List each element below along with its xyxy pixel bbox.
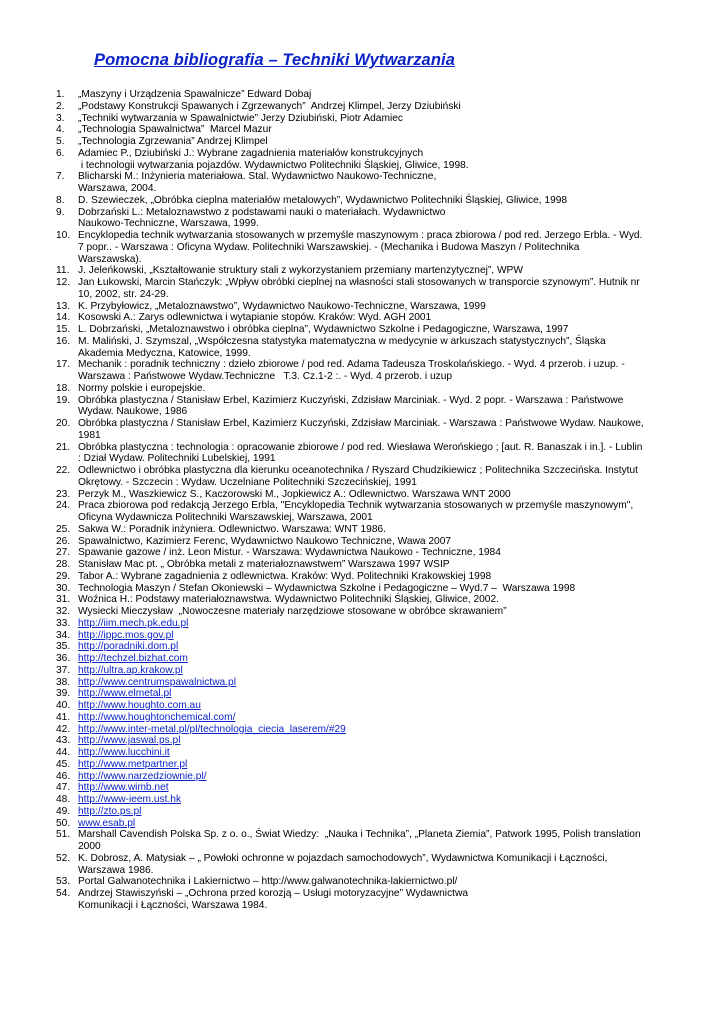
bibliography-item xyxy=(0,113,724,125)
item-number: 45. xyxy=(56,758,71,770)
bibliography-link-item[interactable] xyxy=(0,794,724,806)
bibliography-item xyxy=(0,207,724,231)
item-number: 18. xyxy=(56,382,71,394)
item-link[interactable] xyxy=(78,806,692,818)
bibliography-link-item[interactable] xyxy=(0,688,724,700)
bibliography-item xyxy=(0,524,724,536)
item-line: Warszawa 1986. xyxy=(78,864,154,876)
item-link[interactable] xyxy=(78,630,692,642)
bibliography-item xyxy=(0,547,724,559)
bibliography-item xyxy=(0,583,724,595)
item-line: 2000 xyxy=(78,841,101,852)
item-text xyxy=(78,500,692,524)
item-line: Portal Galwanotechnika i Lakiernictwo – http://www.galwanotechnika-lakiernictwo.pl/ xyxy=(78,876,458,888)
item-number: 15. xyxy=(56,324,71,335)
item-number: 30. xyxy=(56,582,71,594)
item-number: 8. xyxy=(56,194,65,206)
item-text xyxy=(78,876,692,888)
item-number: 25. xyxy=(56,523,71,535)
item-line: Encyklopedia technik wytwarzania stosowanych w przemyśle maszynowym : praca zbiorowa / pod red. Jerzego Erbla. - Wyd. xyxy=(78,230,643,241)
item-text xyxy=(78,324,692,336)
item-line: Andrzej Stawiszyński – „Ochrona przed korozją – Usługi motoryzacyjne” Wydawnictwa xyxy=(78,888,469,899)
item-line: Mechanik : poradnik techniczny : dzieło zbiorowe / pod red. Adama Tadeusza Troskolańskiego. - Wyd. 4 przerob. i uzup. - xyxy=(78,359,625,371)
item-line: K. Dobrosz, A. Matysiak – „ Powłoki ochronne w pojazdach samochodowych”, Wydawnictwa Komunikacji i Łączności, xyxy=(78,852,608,864)
bibliography-item xyxy=(0,888,724,912)
bibliography-link-item[interactable] xyxy=(0,771,724,783)
item-link[interactable] xyxy=(78,677,692,689)
bibliography-item xyxy=(0,265,724,277)
item-line: Wydaw. Naukowe, 1986 xyxy=(78,406,188,418)
bibliography-link-item[interactable] xyxy=(0,618,724,630)
item-line: Wysiecki Mieczysław „Nowoczesne materiały narzędziowe stosowane w obróbce skrawaniem” xyxy=(78,606,507,617)
bibliography-item xyxy=(0,171,724,195)
item-line[interactable]: http://iim.mech.pk.edu.pl xyxy=(78,617,189,629)
item-number: 31. xyxy=(56,594,71,606)
item-text xyxy=(78,383,692,395)
bibliography-link-item[interactable] xyxy=(0,630,724,642)
item-number: 4. xyxy=(56,124,65,136)
item-text xyxy=(78,148,692,172)
item-number: 13. xyxy=(56,300,71,312)
item-line[interactable]: http://www-ieem.ust.hk xyxy=(78,794,182,805)
item-line: Okrętowy. - Szczecin : Wydaw. Uczelniane Politechniki Szczecińskiej, 1991 xyxy=(78,476,417,488)
item-number: 19. xyxy=(56,394,71,406)
item-number: 39. xyxy=(56,688,71,700)
item-number: 5. xyxy=(56,136,65,147)
bibliography-item xyxy=(0,853,724,877)
item-link[interactable] xyxy=(78,688,692,700)
item-line[interactable]: http://www.centrumspawalnictwa.pl xyxy=(78,676,236,688)
item-link[interactable] xyxy=(78,794,692,806)
item-text xyxy=(78,113,692,125)
item-line[interactable]: http://www.metpartner.pl xyxy=(78,758,188,770)
bibliography-item xyxy=(0,136,724,148)
item-text xyxy=(78,571,692,583)
item-line: Kosowski A.: Zarys odlewnictwa i wytapianie stopów. Kraków: Wyd. AGH 2001 xyxy=(78,312,432,324)
item-text xyxy=(78,583,692,595)
bibliography-item xyxy=(0,301,724,313)
item-line: 1981 xyxy=(78,429,101,441)
item-text xyxy=(78,265,692,277)
item-link[interactable] xyxy=(78,641,692,653)
item-number: 14. xyxy=(56,312,71,324)
item-number: 1. xyxy=(56,89,65,100)
item-text xyxy=(78,301,692,313)
item-number: 7. xyxy=(56,171,65,183)
item-number: 10. xyxy=(56,230,71,241)
item-text xyxy=(78,888,692,912)
bibliography-item xyxy=(0,571,724,583)
item-number: 51. xyxy=(56,829,71,841)
item-line[interactable]: http://www.jaswal.ps.pl xyxy=(78,735,181,747)
item-link[interactable] xyxy=(78,724,692,736)
item-text xyxy=(78,536,692,548)
item-number: 50. xyxy=(56,817,71,829)
bibliography-link-item[interactable] xyxy=(0,735,724,747)
item-line: Tabor A.: Wybrane zagadnienia z odlewnictwa. Kraków: Wyd. Politechniki Krakowskiej 1998 xyxy=(78,570,492,582)
item-line: Warszawska). xyxy=(78,253,142,265)
bibliography-item xyxy=(0,395,724,419)
item-number: 33. xyxy=(56,617,71,629)
bibliography-item xyxy=(0,383,724,395)
item-text xyxy=(78,559,692,571)
bibliography-item xyxy=(0,230,724,265)
item-line: i technologii wytwarzania pojazdów. Wydawnictwo Politechniki Śląskiej, Gliwice, 1998. xyxy=(78,159,469,171)
item-line: Obróbka plastyczna / Stanisław Erbel, Kazimierz Kuczyński, Zdzisław Marciniak. - Wyd. 2 popr. - Warszawa : Państwowe xyxy=(78,394,624,406)
item-text xyxy=(78,359,692,383)
item-link[interactable] xyxy=(78,771,692,783)
item-number: 42. xyxy=(56,723,71,735)
bibliography-item xyxy=(0,195,724,207)
bibliography-item xyxy=(0,101,724,113)
item-number: 29. xyxy=(56,570,71,582)
item-line: Obróbka plastyczna / Stanisław Erbel, Kazimierz Kuczyński, Zdzisław Marciniak. - Warszawa : Państwowe Wydaw. Naukowe, xyxy=(78,418,644,429)
item-line: Warszawa, 2004. xyxy=(78,183,157,194)
item-number: 26. xyxy=(56,535,71,547)
item-line: Perzyk M., Waszkiewicz S., Kaczorowski M., Jopkiewicz A.: Odlewnictwo. Warszawa WNT 2000 xyxy=(78,488,511,500)
bibliography-item xyxy=(0,324,724,336)
bibliography-list xyxy=(0,89,724,912)
item-text xyxy=(78,336,692,360)
item-number: 27. xyxy=(56,547,71,559)
item-number: 28. xyxy=(56,559,71,570)
item-line: Marshall Cavendish Polska Sp. z o. o., Świat Wiedzy: „Nauka i Technika”, „Planeta Ziemia”, Patwork 1995, Polish translation xyxy=(78,829,641,841)
bibliography-link-item[interactable] xyxy=(0,724,724,736)
item-line[interactable]: http://ippc.mos.gov.pl xyxy=(78,629,174,641)
bibliography-link-item[interactable] xyxy=(0,665,724,677)
item-number: 49. xyxy=(56,805,71,817)
item-link[interactable] xyxy=(78,782,692,794)
bibliography-link-item[interactable] xyxy=(0,653,724,665)
item-line[interactable]: http://www.wimb.net xyxy=(78,782,169,794)
bibliography-item xyxy=(0,876,724,888)
item-number: 32. xyxy=(56,606,71,617)
bibliography-link-item[interactable] xyxy=(0,677,724,689)
item-text xyxy=(78,606,692,618)
bibliography-link-item[interactable] xyxy=(0,759,724,771)
bibliography-link-item[interactable] xyxy=(0,747,724,759)
item-line: Woźnica H.: Podstawy materiałoznawstwa. Wydawnictwo Politechniki Śląskiej, Gliwice, 2002. xyxy=(78,594,499,606)
item-text xyxy=(78,89,692,101)
item-line: Akademia Medyczna, Katowice, 1999. xyxy=(78,347,251,359)
item-number: 38. xyxy=(56,676,71,688)
item-line: Technologia Maszyn / Stefan Okoniewski – Wydawnictwa Szkolne i Pedagogiczne – Wyd.7 – Warszawa 1998 xyxy=(78,582,576,594)
item-line: Blicharski M.: Inżynieria materiałowa. Stal. Wydawnictwo Naukowo-Techniczne, xyxy=(78,171,437,183)
item-link[interactable] xyxy=(78,818,692,830)
item-line[interactable]: http://ultra.ap.krakow.pl xyxy=(78,664,183,676)
item-line: Oficyna Wydawnicza Politechniki Warszawskiej, Warszawa, 2001 xyxy=(78,512,373,523)
bibliography-item xyxy=(0,336,724,360)
item-number: 44. xyxy=(56,747,71,758)
item-number: 48. xyxy=(56,794,71,805)
item-number: 35. xyxy=(56,641,71,653)
item-number: 11. xyxy=(56,265,70,277)
item-line: Spawalnictwo, Kazimierz Ferenc, Wydawnictwo Naukowo Techniczne, Wawa 2007 xyxy=(78,535,452,547)
item-text xyxy=(78,853,692,877)
item-line[interactable]: http://www.houghto.com.au xyxy=(78,700,201,711)
item-line: D. Szewieczek, „Obróbka cieplna materiałów metalowych”, Wydawnictwo Politechniki Śląskiej, Gliwice, 1998 xyxy=(78,194,568,206)
item-link[interactable] xyxy=(78,712,692,724)
item-line: : Dział Wydaw. Politechniki Lubelskiej, 1991 xyxy=(78,453,276,465)
item-line: Adamiec P., Dziubiński J.: Wybrane zagadnienia materiałów konstrukcyjnych xyxy=(78,147,424,159)
item-line[interactable]: http://www.lucchini.it xyxy=(78,747,170,758)
item-number: 36. xyxy=(56,653,71,664)
item-text xyxy=(78,171,692,195)
bibliography-link-item[interactable] xyxy=(0,641,724,653)
item-text xyxy=(78,195,692,207)
item-line: Spawanie gazowe / inż. Leon Mistur. - Warszawa: Wydawnictwa Naukowo - Techniczne, 1984 xyxy=(78,547,501,559)
item-link[interactable] xyxy=(78,665,692,677)
item-number: 52. xyxy=(56,852,71,864)
item-number: 37. xyxy=(56,664,71,676)
item-text xyxy=(78,124,692,136)
item-line: Warszawa : Państwowe Wydaw.Techniczne T.3. Cz.1-2 :. - Wyd. 4 przerob. i uzup xyxy=(78,371,453,382)
item-line: J. Jeleńkowski, „Kształtowanie struktury stali z wykorzystaniem przemiany martenzytycznej”, WPW xyxy=(78,265,523,277)
item-number: 40. xyxy=(56,700,71,711)
bibliography-item xyxy=(0,559,724,571)
bibliography-item xyxy=(0,89,724,101)
item-number: 21. xyxy=(56,441,71,453)
bibliography-item xyxy=(0,500,724,524)
item-text xyxy=(78,465,692,489)
bibliography-item xyxy=(0,489,724,501)
item-number: 22. xyxy=(56,465,71,476)
item-text xyxy=(78,312,692,324)
item-link[interactable] xyxy=(78,747,692,759)
item-text xyxy=(78,230,692,265)
item-line[interactable]: http://www.houghtonchemical.com/ xyxy=(78,711,236,723)
item-number: 16. xyxy=(56,335,71,347)
item-number: 54. xyxy=(56,888,71,899)
item-line[interactable]: http://poradniki.dom.pl xyxy=(78,641,179,653)
item-number: 24. xyxy=(56,500,71,512)
item-line: Jan Łukowski, Marcin Stańczyk: „Wpływ obróbki cieplnej na własności stali stosowanych w transporcie szynowym”. Hutnik nr xyxy=(78,277,640,288)
item-line: Praca zbiorowa pod redakcją Jerzego Erbla, "Encyklopedia Technik wytwarzania stosowanych w przemyśle maszynowym", xyxy=(78,500,634,512)
bibliography-link-item[interactable] xyxy=(0,806,724,818)
item-line: L. Dobrzański, „Metaloznawstwo i obróbka cieplna”, Wydawnictwo Szkolne i Pedagogiczne, Warszawa, 1997 xyxy=(78,324,569,335)
item-line[interactable]: http://www.elmetal.pl xyxy=(78,688,172,700)
bibliography-item xyxy=(0,359,724,383)
bibliography-link-item[interactable] xyxy=(0,712,724,724)
item-number: 23. xyxy=(56,488,71,500)
bibliography-item xyxy=(0,594,724,606)
item-line: Odlewnictwo i obróbka plastyczna dla kierunku oceanotechnika / Ryszard Chudzikiewicz ; Politechnika Szczecińska. Instytut xyxy=(78,465,639,476)
item-number: 12. xyxy=(56,277,71,288)
bibliography-item xyxy=(0,277,724,301)
item-text xyxy=(78,136,692,148)
item-number: 6. xyxy=(56,147,65,159)
item-line: „Technologia Zgrzewania” Andrzej Klimpel xyxy=(78,136,268,147)
item-text xyxy=(78,277,692,301)
item-link[interactable] xyxy=(78,653,692,665)
item-line[interactable]: www.esab.pl xyxy=(78,817,136,829)
item-text xyxy=(78,207,692,231)
item-line[interactable]: http://zto.ps.pl xyxy=(78,805,142,817)
item-text xyxy=(78,547,692,559)
item-text xyxy=(78,829,692,853)
item-text xyxy=(78,395,692,419)
item-line: Komunikacji i Łączności, Warszawa 1984. xyxy=(78,899,268,911)
item-number: 20. xyxy=(56,418,71,429)
bibliography-item xyxy=(0,606,724,618)
item-line: Normy polskie i europejskie. xyxy=(78,382,206,394)
item-line: M. Maliński, J. Szymszal, „Współczesna statystyka matematyczna w medycynie w arkuszach statystycznych”, Śląska xyxy=(78,335,606,347)
item-number: 17. xyxy=(56,359,71,371)
item-line[interactable]: http://techzel.bizhat.com xyxy=(78,653,188,664)
item-text xyxy=(78,442,692,466)
item-link[interactable] xyxy=(78,700,692,712)
bibliography-link-item[interactable] xyxy=(0,782,724,794)
item-link[interactable] xyxy=(78,618,692,630)
item-link[interactable] xyxy=(78,759,692,771)
bibliography-item xyxy=(0,829,724,853)
bibliography-item xyxy=(0,442,724,466)
item-text xyxy=(78,489,692,501)
bibliography-link-item[interactable] xyxy=(0,700,724,712)
bibliography-link-item[interactable] xyxy=(0,818,724,830)
bibliography-item xyxy=(0,418,724,442)
bibliography-item xyxy=(0,312,724,324)
item-number: 46. xyxy=(56,770,71,782)
bibliography-item xyxy=(0,124,724,136)
item-link[interactable] xyxy=(78,735,692,747)
item-number: 2. xyxy=(56,100,65,112)
item-line: Stanisław Mac pt. „ Obróbka metali z materiałoznawstwem” Warszawa 1997 WSIP xyxy=(78,559,450,570)
item-number: 47. xyxy=(56,782,71,794)
item-line: 7 popr.. - Warszawa : Oficyna Wydaw. Politechniki Warszawskiej. - (Mechanika i Budowa Maszyn / Politechnika xyxy=(78,241,580,253)
item-line: „Techniki wytwarzania w Spawalnictwie” Jerzy Dziubiński, Piotr Adamiec xyxy=(78,112,403,124)
item-line: K. Przybyłowicz, „Metaloznawstwo”, Wydawnictwo Naukowo-Techniczne, Warszawa, 1999 xyxy=(78,300,486,312)
item-line: Sakwa W.: Poradnik inżyniera. Odlewnictwo. Warszawa: WNT 1986. xyxy=(78,523,387,535)
item-number: 34. xyxy=(56,629,71,641)
item-line[interactable]: http://www.inter-metal.pl/pl/technologia_ciecia_laserem/#29 xyxy=(78,723,346,735)
item-number: 43. xyxy=(56,735,71,747)
item-text xyxy=(78,418,692,442)
item-text xyxy=(78,594,692,606)
item-number: 3. xyxy=(56,112,65,124)
item-text xyxy=(78,524,692,536)
item-number: 41. xyxy=(56,711,71,723)
page-title: Pomocna bibliografia – Techniki Wytwarzania xyxy=(94,51,455,69)
item-line: „Podstawy Konstrukcji Spawanych i Zgrzewanych” Andrzej Klimpel, Jerzy Dziubiński xyxy=(78,100,461,112)
item-line[interactable]: http://www.narzedziownie.pl/ xyxy=(78,770,207,782)
item-line: 10, 2002, str. 24-29. xyxy=(78,288,169,300)
bibliography-item xyxy=(0,465,724,489)
bibliography-item xyxy=(0,148,724,172)
item-number: 53. xyxy=(56,876,71,888)
item-line: „Technologia Spawalnictwa” Marcel Mazur xyxy=(78,124,272,136)
item-line: Naukowo-Techniczne, Warszawa, 1999. xyxy=(78,218,259,230)
item-line: Dobrzański L.: Metaloznawstwo z podstawami nauki o materiałach. Wydawnictwo xyxy=(78,206,446,218)
item-text xyxy=(78,101,692,113)
item-number: 9. xyxy=(56,206,65,218)
item-line: Obróbka plastyczna : technologia : opracowanie zbiorowe / pod red. Wiesława Werońskiego ; [aut. R. Banaszak i in.]. - Lublin xyxy=(78,441,643,453)
item-line: „Maszyny i Urządzenia Spawalnicze” Edward Dobaj xyxy=(78,89,312,100)
bibliography-item xyxy=(0,536,724,548)
